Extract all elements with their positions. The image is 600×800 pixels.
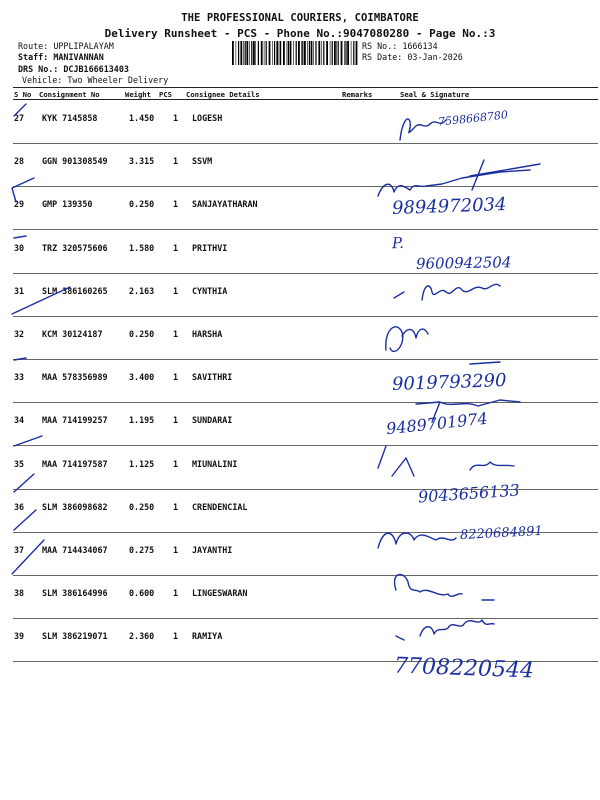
sno-cell: 37 — [14, 545, 25, 555]
consignment-cell: MAA 714434067 — [42, 545, 108, 555]
weight-cell: 1.580 — [129, 242, 155, 253]
consignment-cell: GGN 901308549 — [42, 156, 108, 167]
sno-cell: 35 — [14, 458, 25, 469]
table-row — [0, 316, 600, 360]
table-row — [0, 100, 600, 144]
consignee-cell: HARSHA — [192, 329, 223, 339]
table-row — [0, 143, 600, 187]
handwritten-phone: 8220684891 — [459, 523, 544, 544]
consignment-cell: KYK 7145858 — [42, 113, 98, 123]
handwritten-phone: 9489701974 — [385, 408, 489, 439]
sno-cell: 38 — [14, 588, 25, 599]
consignee-cell: LOGESH — [192, 113, 223, 123]
vehicle-value: Two Wheeler Delivery — [67, 75, 169, 85]
table-row — [0, 402, 600, 446]
weight-cell: 2.360 — [129, 631, 155, 642]
pcs-cell: 1 — [173, 588, 179, 599]
sno-cell: 39 — [14, 631, 25, 642]
consignment-cell: GMP 139350 — [42, 199, 93, 210]
sno-cell: 33 — [14, 372, 25, 383]
consignment-cell: SLM 386164996 — [42, 588, 108, 599]
sno-cell: 29 — [14, 199, 25, 210]
pcs-cell: 1 — [173, 113, 179, 123]
staff-line — [18, 52, 104, 62]
sno-cell: 31 — [14, 285, 25, 296]
consignee-cell: JAYANTHI — [192, 545, 233, 555]
handwritten-phone: 9019793290 — [391, 370, 507, 395]
sno-cell: 30 — [14, 242, 25, 253]
consignment-cell: SLM 386098682 — [42, 501, 108, 512]
weight-cell: 3.315 — [129, 156, 155, 167]
handwritten-phone: 7708220544 — [393, 653, 535, 684]
pcs-cell: 1 — [173, 415, 179, 426]
weight-cell: 1.125 — [129, 458, 155, 469]
consignee-cell: SSVM — [192, 156, 213, 167]
col-pcs-header: PCS — [159, 90, 172, 99]
sno-cell: 32 — [14, 329, 25, 339]
rs-no-value: 1666134 — [402, 41, 438, 51]
pcs-cell: 1 — [173, 199, 179, 210]
rs-no-line — [362, 41, 438, 51]
consignee-cell: RAMIYA — [192, 631, 223, 642]
sno-cell: 34 — [14, 415, 25, 426]
route-value: UPPLIPALAYAM — [53, 41, 114, 51]
consignee-cell: CYNTHIA — [192, 285, 228, 296]
table-row — [0, 273, 600, 317]
table-row — [0, 359, 600, 403]
company-title: THE PROFESSIONAL COURIERS, COIMBATORE — [181, 12, 419, 24]
consignment-cell: MAA 714197587 — [42, 458, 108, 469]
runsheet-subtitle: Delivery Runsheet - PCS - Phone No.:9047080280 - Page No.:3 — [104, 27, 496, 40]
consignment-cell: KCM 30124187 — [42, 329, 103, 339]
table-row — [0, 186, 600, 230]
consignee-cell: CRENDENCIAL — [192, 501, 248, 512]
consignee-cell: SANJAYATHARAN — [192, 199, 258, 210]
pcs-cell: 1 — [173, 631, 179, 642]
pcs-cell: 1 — [173, 242, 179, 253]
vehicle-line — [22, 75, 168, 85]
consignment-cell: SLM 386160265 — [42, 285, 108, 296]
handwritten-name: P. — [391, 233, 405, 253]
col-seal-header: Seal & Signature — [400, 90, 470, 99]
pcs-cell: 1 — [173, 329, 179, 339]
table-row — [0, 575, 600, 619]
pcs-cell: 1 — [173, 501, 179, 512]
route-label: Route: — [18, 41, 49, 51]
rs-no-label: RS No.: — [362, 41, 398, 51]
rs-date-label: RS Date: — [362, 52, 403, 62]
handwritten-phone: 9043656133 — [417, 480, 521, 507]
drs-label: DRS No.: — [18, 64, 59, 74]
pcs-cell: 1 — [173, 156, 179, 167]
weight-cell: 0.600 — [129, 588, 155, 599]
handwritten-phone: 9600942504 — [415, 253, 512, 273]
consignment-cell: TRZ 320575606 — [42, 242, 108, 253]
pcs-cell: 1 — [173, 545, 179, 555]
rs-date-value: 03-Jan-2026 — [407, 52, 463, 62]
weight-cell: 0.275 — [129, 545, 155, 555]
table-row — [0, 618, 600, 662]
pcs-cell: 1 — [173, 372, 179, 383]
sno-cell: 36 — [14, 501, 25, 512]
staff-value: MANIVANNAN — [53, 52, 104, 62]
route-line — [18, 41, 114, 51]
weight-cell: 0.250 — [129, 501, 155, 512]
sno-cell: 27 — [14, 113, 25, 123]
handwritten-phone: 7598668780 — [437, 108, 509, 129]
consignee-cell: LINGESWARAN — [192, 588, 248, 599]
pcs-cell: 1 — [173, 285, 179, 296]
pcs-cell: 1 — [173, 458, 179, 469]
weight-cell: 2.163 — [129, 285, 155, 296]
handwritten-phone: 9894972034 — [391, 194, 507, 219]
drs-line — [18, 64, 129, 74]
consignee-cell: SUNDARAI — [192, 415, 233, 426]
consignee-cell: SAVITHRI — [192, 372, 233, 383]
weight-cell: 3.400 — [129, 372, 155, 383]
consignment-cell: SLM 386219071 — [42, 631, 108, 642]
col-consignee-header: Consignee Details — [186, 90, 260, 99]
header-top-rule — [13, 87, 598, 88]
consignment-cell: MAA 578356989 — [42, 372, 108, 383]
col-weight-header: Weight — [125, 90, 151, 99]
sno-cell: 28 — [14, 156, 25, 167]
barcode-icon — [232, 41, 358, 65]
consignment-cell: MAA 714199257 — [42, 415, 108, 426]
consignee-cell: MIUNALINI — [192, 458, 238, 469]
col-consignment-header: Consignment No — [39, 90, 100, 99]
vehicle-label: Vehicle: — [22, 75, 63, 85]
weight-cell: 0.250 — [129, 199, 155, 210]
weight-cell: 1.195 — [129, 415, 155, 426]
col-remarks-header: Remarks — [342, 90, 373, 99]
consignee-cell: PRITHVI — [192, 242, 228, 253]
staff-label: Staff: — [18, 52, 49, 62]
weight-cell: 0.250 — [129, 329, 155, 339]
weight-cell: 1.450 — [129, 113, 155, 123]
drs-value: DCJB166613403 — [63, 64, 129, 74]
rs-date-line — [362, 52, 463, 62]
col-sno-header: S No — [14, 90, 32, 99]
